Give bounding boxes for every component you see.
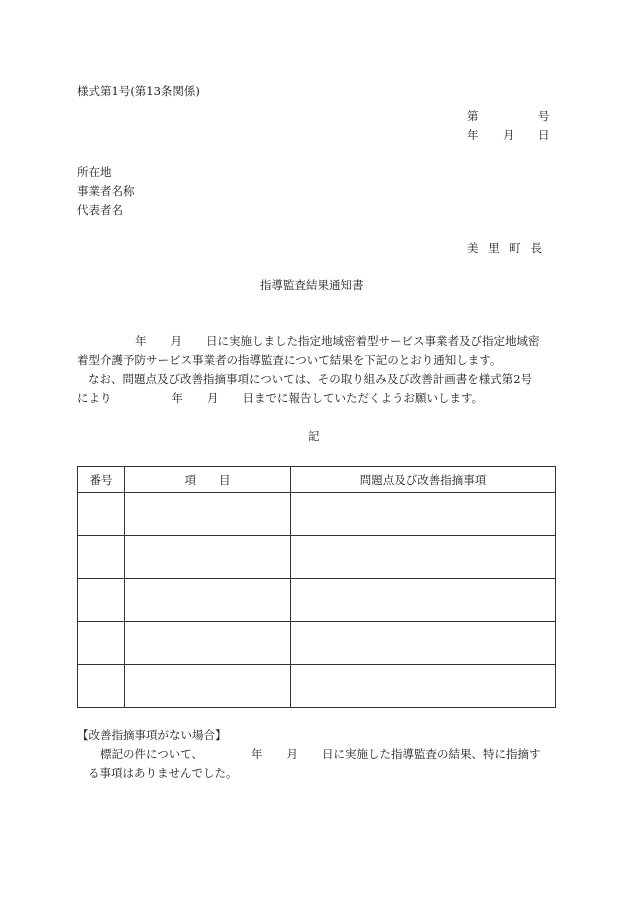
ki-heading: 記 <box>308 429 320 443</box>
table-cell-issue <box>291 665 556 708</box>
table-cell-number <box>78 665 125 708</box>
body-paragraph-2-line-1: なお、問題点及び改善指摘事項については、その取り組み及び改善計画書を様式第2号 <box>88 372 533 386</box>
recipient-address: 所在地 <box>77 165 112 179</box>
form-label: 様式第1号(第13条関係) <box>77 84 200 98</box>
recipient-business-name: 事業者名称 <box>77 184 135 198</box>
no-issue-line-2: る事項はありませんでした。 <box>88 766 238 780</box>
no-issue-rest: 日に実施した指導監査の結果、特に指摘す <box>322 747 541 761</box>
table-cell-item <box>125 493 291 536</box>
table-cell-item <box>125 579 291 622</box>
body-paragraph-1-line-2: 着型介護予防サービス事業者の指導監査について結果を下記のとおり通知します。 <box>77 353 502 367</box>
body-month-1: 月 <box>170 334 182 348</box>
body-month-2: 月 <box>207 391 219 405</box>
document-number-suffix: 号 <box>538 109 550 123</box>
no-issue-prefix: 標記の件について、 <box>100 747 204 761</box>
body-year-2: 年 <box>171 391 183 405</box>
table-row <box>78 579 556 622</box>
table-cell-issue <box>291 622 556 665</box>
table-cell-number <box>78 622 125 665</box>
table-cell-number <box>78 536 125 579</box>
body-paragraph-2-line-2 <box>77 393 483 405</box>
no-issue-heading: 【改善指摘事項がない場合】 <box>77 728 227 742</box>
issues-table <box>77 466 556 708</box>
date-day: 日 <box>538 128 550 142</box>
body-text-2-prefix: により <box>77 391 112 405</box>
table-cell-issue <box>291 493 556 536</box>
table-cell-number <box>78 493 125 536</box>
table-cell-item <box>125 665 291 708</box>
table-row <box>78 665 556 708</box>
body-year-1: 年 <box>135 334 147 348</box>
table-row <box>78 536 556 579</box>
no-issue-line-1 <box>100 749 541 761</box>
table-header-row <box>78 467 556 493</box>
no-issue-year: 年 <box>251 747 263 761</box>
body-text-2: 日までに報告していただくようお願いします。 <box>242 391 484 405</box>
table-cell-number <box>78 579 125 622</box>
table-row <box>78 622 556 665</box>
document-number-prefix: 第 <box>467 109 479 123</box>
table-row <box>78 493 556 536</box>
table-cell-item <box>125 622 291 665</box>
body-text-1: 日に実施しました指定地域密着型サービス事業者及び指定地域密 <box>206 334 540 348</box>
table-cell-issue <box>291 536 556 579</box>
document-title: 指導監査結果通知書 <box>260 278 364 292</box>
header-number: 番号 <box>78 467 125 493</box>
date-year: 年 <box>467 128 479 142</box>
table-cell-item <box>125 536 291 579</box>
date-month: 月 <box>503 128 515 142</box>
issuer-name: 美 里 町 長 <box>467 241 542 255</box>
header-issues: 問題点及び改善指摘事項 <box>291 467 556 493</box>
body-paragraph-1-line-1 <box>77 336 540 348</box>
header-item: 項 目 <box>125 467 291 493</box>
recipient-representative: 代表者名 <box>77 203 123 217</box>
table-cell-issue <box>291 579 556 622</box>
no-issue-month: 月 <box>286 747 299 761</box>
